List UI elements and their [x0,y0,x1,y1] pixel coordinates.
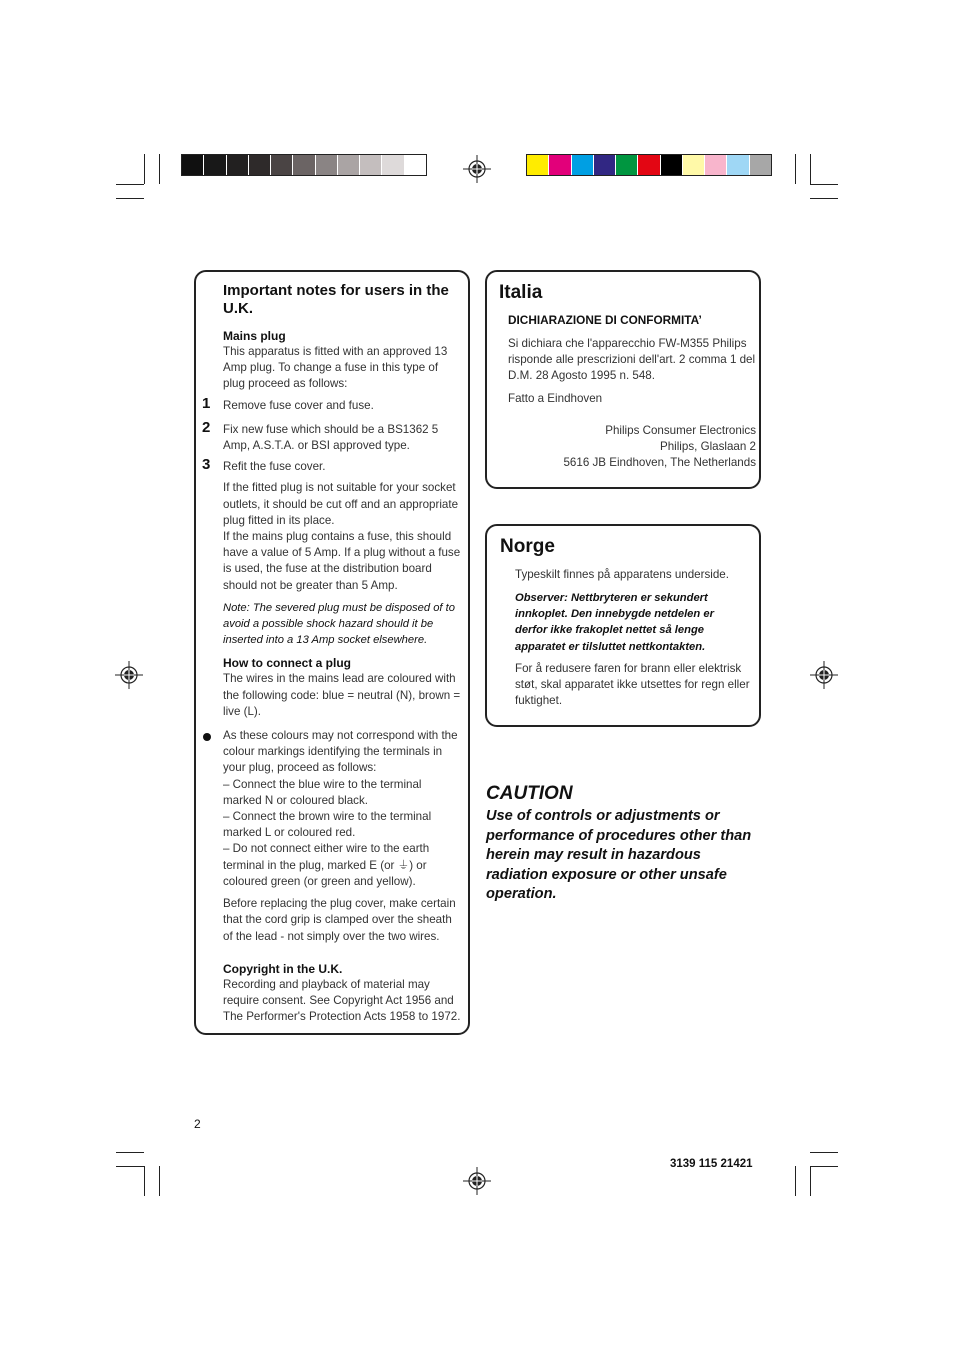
step-2 [202,418,463,454]
address-line: Philips Consumer Electronics [605,424,756,437]
page-number: 2 [194,1117,201,1131]
color-swatch [661,155,683,175]
norge-text: Typeskilt finnes på apparatens underside. [515,568,729,581]
connect-plug-heading: How to connect a plug [223,656,351,671]
crop-mark [795,1166,796,1196]
crop-mark [810,184,838,185]
color-swatch [227,155,249,175]
italia-declaration-text: Si dichiara che l'apparecchio FW-M355 Philips risponde alle prescrizioni dell'art. 2 comma 1 del D.M. 28 Agosto 1995 n. 548. [508,337,756,383]
registration-mark-icon [463,155,491,183]
crop-mark [116,1152,144,1153]
bullet-text: As these colours may not correspond with the colour markings identifying the terminals in your plug, proceed as follows: [223,729,458,775]
address-line: 5616 JB Eindhoven, The Netherlands [563,456,756,470]
step-3 [202,456,463,475]
crop-mark [159,154,160,184]
color-swatch [382,155,404,175]
mains-plug-text: This apparatus is fitted with an approved 13 Amp plug. To change a fuse in this type of plug proceed as follows: [223,345,448,391]
crop-mark [116,1166,144,1167]
grayscale-calibration-strip [181,154,427,176]
color-swatch [204,155,226,175]
color-swatch [750,155,771,175]
color-swatch [683,155,705,175]
color-swatch [182,155,204,175]
color-swatch [316,155,338,175]
step-text: Fix new fuse which should be a BS1362 5 Amp, A.S.T.A. or BSI approved type. [223,422,439,453]
uk-notes-box [194,270,470,1035]
color-swatch [249,155,271,175]
crop-mark [159,1166,160,1196]
italia-address [563,423,756,472]
registration-mark-icon [810,661,838,689]
color-swatch [705,155,727,175]
connect-plug-text: The wires in the mains lead are coloured with the following code: blue = neutral (N), brown = live (L). [223,672,461,718]
registration-mark-icon [463,1167,491,1195]
step-1 [202,394,463,414]
crop-mark [795,154,796,184]
italia-subtitle: DICHIARAZIONE DI CONFORMITA’ [508,313,702,327]
norge-text: For å redusere faren for brann eller elektrisk støt, skal apparatet ikke utsettes for regn eller fuktighet. [515,662,750,708]
crop-mark [810,1166,838,1167]
color-swatch [549,155,571,175]
step-number: 1 [202,394,211,412]
document-code: 3139 115 21421 [670,1158,753,1170]
fuse-value-text: If the mains plug contains a fuse, this should have a value of 5 Amp. If a plug without a fuse is used, the fuse at the distribution board should not be greater than 5 Amp. [223,530,461,592]
color-swatch [271,155,293,175]
copyright-heading: Copyright in the U.K. [223,961,343,976]
step-text: Refit the fuse cover. [223,460,326,474]
color-calibration-strip [526,154,772,176]
norge-box [485,524,761,727]
caution-title: CAUTION [486,783,573,804]
color-swatch [594,155,616,175]
step-number: 3 [202,456,211,474]
step-number: 2 [202,418,211,436]
wire-instruction: – Connect the blue wire to the terminal marked N or coloured black. [223,777,422,807]
wire-colour-bullet [223,728,463,777]
color-swatch [527,155,549,175]
color-swatch [405,155,426,175]
caution-text: Use of controls or adjustments or performance of procedures other than herein may result in hazardous radiation exposure or other unsafe operation. [486,808,752,902]
crop-mark [810,1152,838,1153]
crop-mark [144,154,145,184]
fitted-plug-text: If the fitted plug is not suitable for your socket outlets, it should be cut off and an appropriate plug fitted in its place. [223,481,459,527]
cord-grip-text: Before replacing the plug cover, make certain that the cord grip is clamped over the sheath of the lead - not simply over the two wires. [223,897,456,943]
color-swatch [293,155,315,175]
color-swatch [727,155,749,175]
registration-mark-icon [115,661,143,689]
color-swatch [616,155,638,175]
norge-observer: Observer: Nettbryteren er sekundert innkoplet. Den innebygde netdelen er derfor ikke frakoplet nettet så lenge apparatet er tilsluttet nettkontakten. [515,592,714,653]
color-swatch [338,155,360,175]
crop-mark [810,198,838,199]
mains-plug-heading: Mains plug [223,329,286,343]
crop-mark [116,198,144,199]
crop-mark [144,1166,145,1196]
crop-mark [810,154,811,184]
italia-box [485,270,761,489]
step-text: Remove fuse cover and fuse. [223,398,374,412]
italia-place: Fatto a Eindhoven [508,392,603,405]
uk-notes-title: Important notes for users in the U.K. [223,282,449,317]
norge-title: Norge [500,536,555,557]
address-line: Philips, Glaslaan 2 [659,440,756,454]
italia-title: Italia [499,282,543,303]
severed-plug-note: Note: The severed plug must be disposed of to avoid a possible shock hazard should it be inserted into a 13 Amp socket elsewhere. [223,601,455,647]
bullet-icon [203,733,211,741]
copyright-text: Recording and playback of material may require consent. See Copyright Act 1956 and The Performer's Protection Acts 1958 to 1972. [223,977,461,1024]
color-swatch [572,155,594,175]
crop-mark [810,1166,811,1196]
crop-mark [116,184,144,185]
wire-instruction: – Do not connect either wire to the earth terminal in the plug, marked E (or ⏚) or coloured green (or green and yellow). [223,842,430,888]
wire-instruction: – Connect the brown wire to the terminal marked L or coloured red. [223,810,432,840]
color-swatch [638,155,660,175]
color-swatch [360,155,382,175]
